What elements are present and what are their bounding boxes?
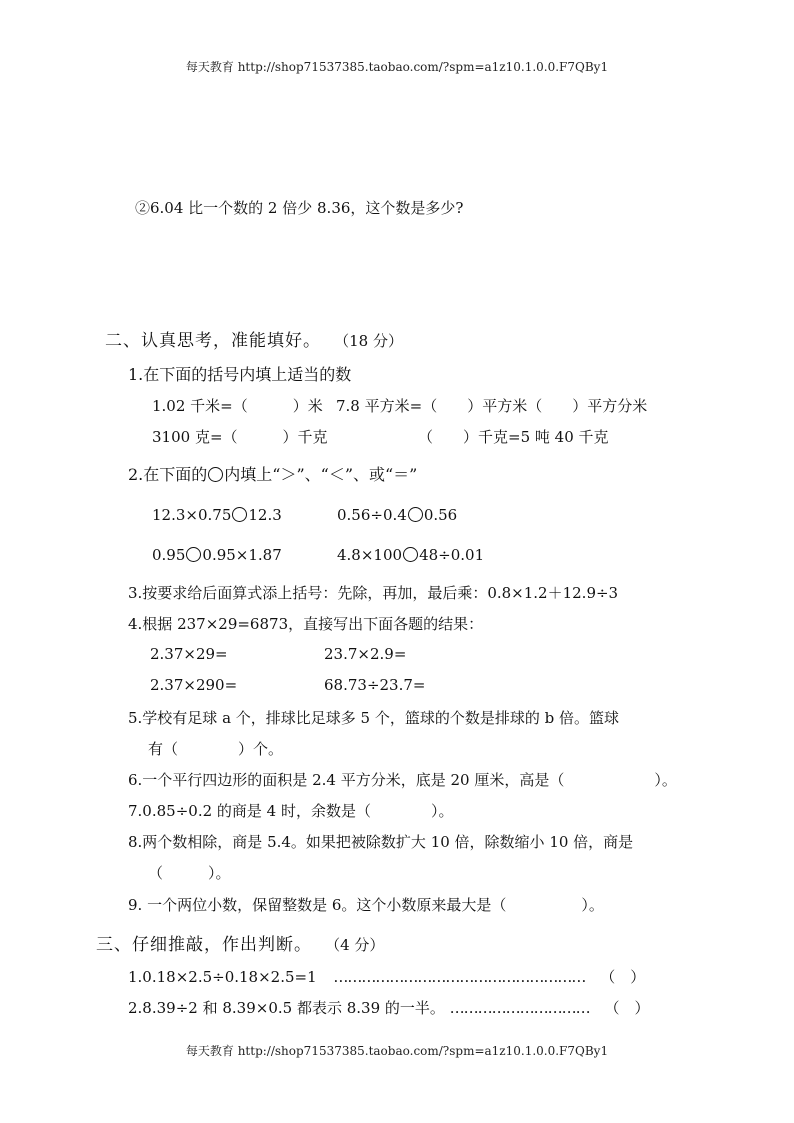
q8-line1: 8.两个数相除，商是 5.4。如果把被除数扩大 10 倍，除数缩小 10 倍，商是	[128, 833, 634, 851]
judge-q2	[128, 997, 649, 1018]
judge-q1	[128, 966, 645, 987]
q2-a-right: 12.3	[248, 506, 282, 524]
q4-item-b: 23.7×2.9=	[324, 645, 407, 663]
judge-q2-answer[interactable]: （ ）	[604, 999, 650, 1017]
q1-item-a: 1.02 千米=（ ）米	[152, 397, 323, 415]
section3-title: 三、仔细推敲，作出判断。	[96, 935, 312, 955]
q3-text: 3.按要求给后面算式添上括号：先除，再加，最后乘：0.8×1.2＋12.9÷3	[128, 584, 619, 602]
q2-title-pre: 2.在下面的	[128, 465, 208, 484]
q4-item-c: 2.37×290=	[150, 676, 238, 694]
page-footer: 每天教育 http://shop71537385.taobao.com/?spm=a1z10.1.0.0.F7QBy1	[185, 1044, 609, 1058]
q2-b-right: 0.56	[423, 506, 458, 524]
judge-q1-text: 1.0.18×2.5÷0.18×2.5=1	[128, 968, 317, 986]
q4-item-d: 68.73÷23.7=	[324, 676, 426, 694]
judge-q1-answer[interactable]: （ ）	[600, 968, 646, 986]
compare-circle-icon	[208, 467, 223, 482]
q7-text: 7.0.85÷0.2 的商是 4 时，余数是（ ）。	[128, 802, 454, 820]
page-header: 每天教育 http://shop71537385.taobao.com/?spm=a1z10.1.0.0.F7QBy1	[185, 60, 609, 74]
q5-line2: 有（ ）个。	[148, 740, 284, 758]
question-top: ②6.04 比一个数的 2 倍少 8.36，这个数是多少?	[135, 199, 464, 217]
q2-d-left: 4.8×100	[337, 546, 403, 564]
q1-item-c: 3100 克=（ ）千克	[152, 428, 328, 446]
q2-item-a	[152, 506, 282, 524]
section2-title: 二、认真思考，准能填好。	[105, 331, 321, 351]
q2-title-post: 内填上“＞”、“＜”、或“＝”	[224, 465, 418, 484]
q2-a-left: 12.3×0.75	[152, 506, 232, 524]
judge-q2-text: 2.8.39÷2 和 8.39×0.5 都表示 8.39 的一半。	[128, 999, 445, 1017]
q1-title: 1.在下面的括号内填上适当的数	[128, 365, 352, 384]
q2-item-c	[152, 546, 282, 564]
section3-heading	[96, 930, 384, 955]
q1-item-b: 7.8 平方米=（ ）平方米（ ）平方分米	[336, 397, 648, 415]
section2-heading	[105, 326, 403, 351]
q4-item-a: 2.37×29=	[150, 645, 228, 663]
judge-q1-dots: ………………………………………………	[333, 968, 586, 986]
q5-line1: 5.学校有足球 a 个，排球比足球多 5 个，篮球的个数是排球的 b 倍。篮球	[128, 709, 620, 727]
answer-circle[interactable]	[403, 547, 418, 562]
q2-item-b	[337, 506, 457, 524]
section3-score: （4 分）	[325, 936, 385, 954]
q8-line2: （ ）。	[148, 864, 231, 882]
judge-q2-dots: …………………………	[449, 999, 590, 1017]
q2-c-left: 0.95	[152, 546, 186, 564]
q2-d-right: 48÷0.01	[419, 546, 485, 564]
q6-text: 6.一个平行四边形的面积是 2.4 平方分米，底是 20 厘米，高是（ ）。	[128, 771, 677, 789]
q1-item-d: （ ）千克=5 吨 40 千克	[418, 428, 609, 446]
answer-circle[interactable]	[408, 507, 423, 522]
answer-circle[interactable]	[186, 547, 201, 562]
section2-score: （18 分）	[334, 332, 403, 350]
q9-text: 9. 一个两位小数，保留整数是 6。这个小数原来最大是（ ）。	[128, 896, 604, 914]
q2-item-d	[337, 546, 484, 564]
q2-b-left: 0.56÷0.4	[337, 506, 407, 524]
q2-title	[128, 462, 417, 485]
answer-circle[interactable]	[232, 507, 247, 522]
q2-c-right: 0.95×1.87	[202, 546, 282, 564]
q4-title: 4.根据 237×29=6873，直接写出下面各题的结果：	[128, 615, 484, 633]
